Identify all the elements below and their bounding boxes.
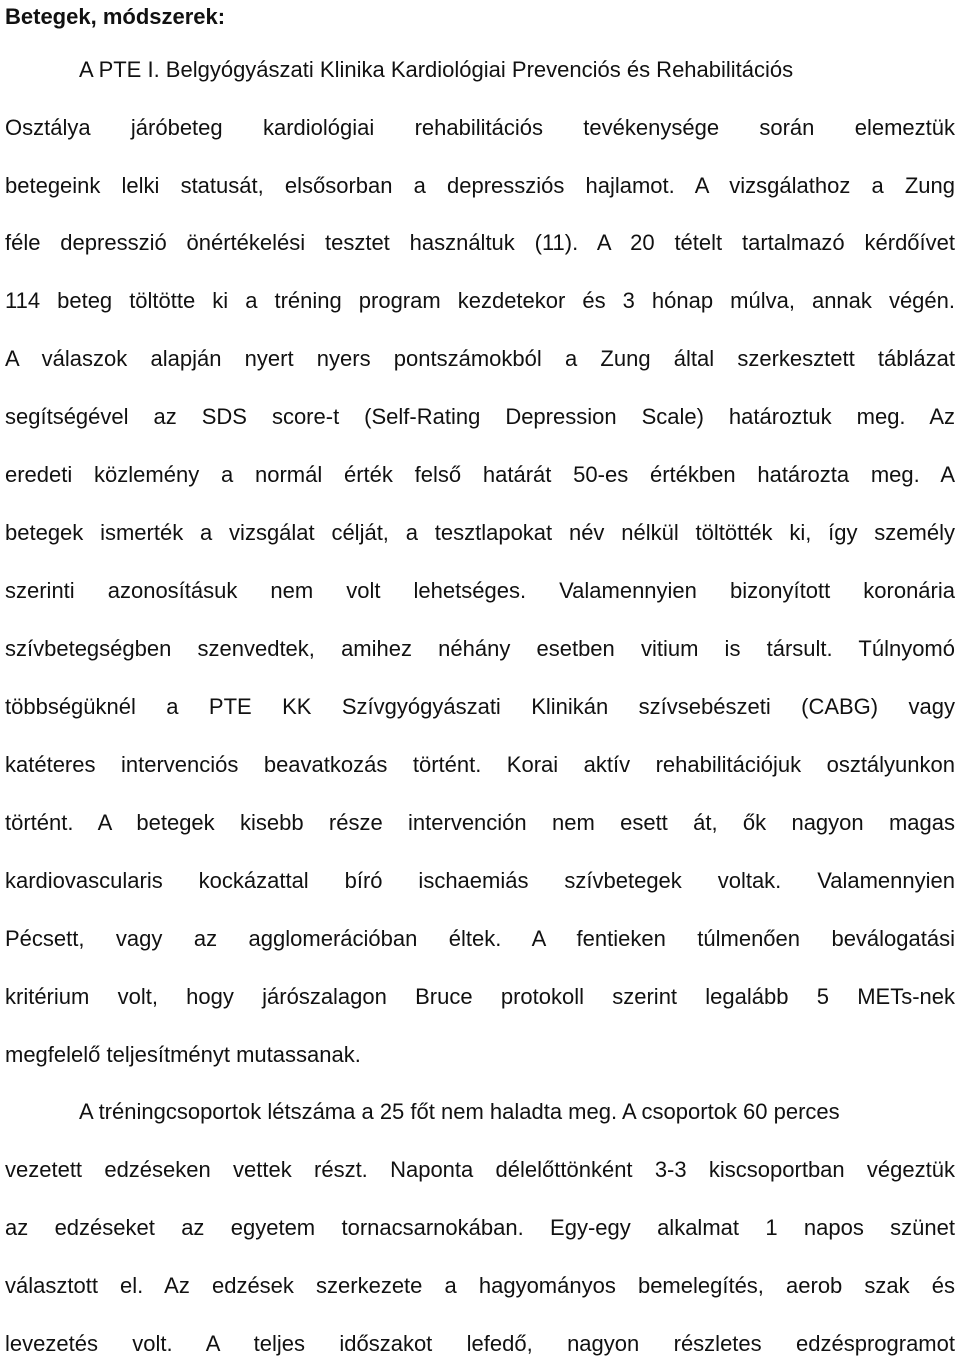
text-line-3: betegeink lelki statusát, elsősorban a depressziós hajlamot. A vizsgálathoz a Zung [5,173,955,198]
text-line-21: az edzéseket az egyetem tornacsarnokában. Egy-egy alkalmat 1 napos szünet [5,1215,955,1240]
text-line-6: A válaszok alapján nyert nyers pontszámokból a Zung által szerkesztett táblázat [5,346,955,371]
text-line-15: kardiovascularis kockázattal bíró ischaemiás szívbetegek voltak. Valamennyien [5,868,955,893]
text-line-16: Pécsett, vagy az agglomerációban éltek. A fentieken túlmenően beválogatási [5,926,955,951]
text-line-7: segítségével az SDS score-t (Self-Rating Depression Scale) határoztuk meg. Az [5,404,955,429]
text-line-13: katéteres intervenciós beavatkozás történt. Korai aktív rehabilitációjuk osztályunkon [5,752,955,777]
text-line-8: eredeti közlemény a normál érték felső határát 50-es értékben határozta meg. A [5,462,955,487]
text-line-18: megfelelő teljesítményt mutassanak. [5,1042,361,1067]
text-line-11: szívbetegségben szenvedtek, amihez néhány esetben vitium is társult. Túlnyomó [5,636,955,661]
text-line-23: levezetés volt. A teljes időszakot lefedő, nagyon részletes edzésprogramot [5,1331,955,1356]
text-line-5: 114 beteg töltötte ki a tréning program kezdetekor és 3 hónap múlva, annak végén. [5,288,955,313]
text-line-22: választott el. Az edzések szerkezete a hagyományos bemelegítés, aerob szak és [5,1273,955,1298]
text-line-9: betegek ismerték a vizsgálat célját, a tesztlapokat név nélkül töltötték ki, így személy [5,520,955,545]
section-heading: Betegek, módszerek: [5,4,226,29]
text-line-10: szerinti azonosításuk nem volt lehetséges. Valamennyien bizonyított koronária [5,578,955,603]
text-line-17: kritérium volt, hogy járószalagon Bruce protokoll szerint legalább 5 METs-nek [5,984,955,1009]
text-line-20: vezetett edzéseken vettek részt. Naponta délelőttönként 3-3 kiscsoportban végeztük [5,1157,955,1182]
text-line-14: történt. A betegek kisebb része intervención nem esett át, ők nagyon magas [5,810,955,835]
text-line-2: Osztálya járóbeteg kardiológiai rehabilitációs tevékenysége során elemeztük [5,115,955,140]
text-line-4: féle depresszió önértékelési tesztet használtuk (11). A 20 tételt tartalmazó kérdőívet [5,230,955,255]
text-line-19: A tréningcsoportok létszáma a 25 főt nem haladta meg. A csoportok 60 perces [79,1099,840,1124]
document-page [5,0,955,1359]
text-line-1: A PTE I. Belgyógyászati Klinika Kardiológiai Prevenciós és Rehabilitációs [79,57,794,82]
text-line-12: többségüknél a PTE KK Szívgyógyászati Klinikán szívsebészeti (CABG) vagy [5,694,955,719]
